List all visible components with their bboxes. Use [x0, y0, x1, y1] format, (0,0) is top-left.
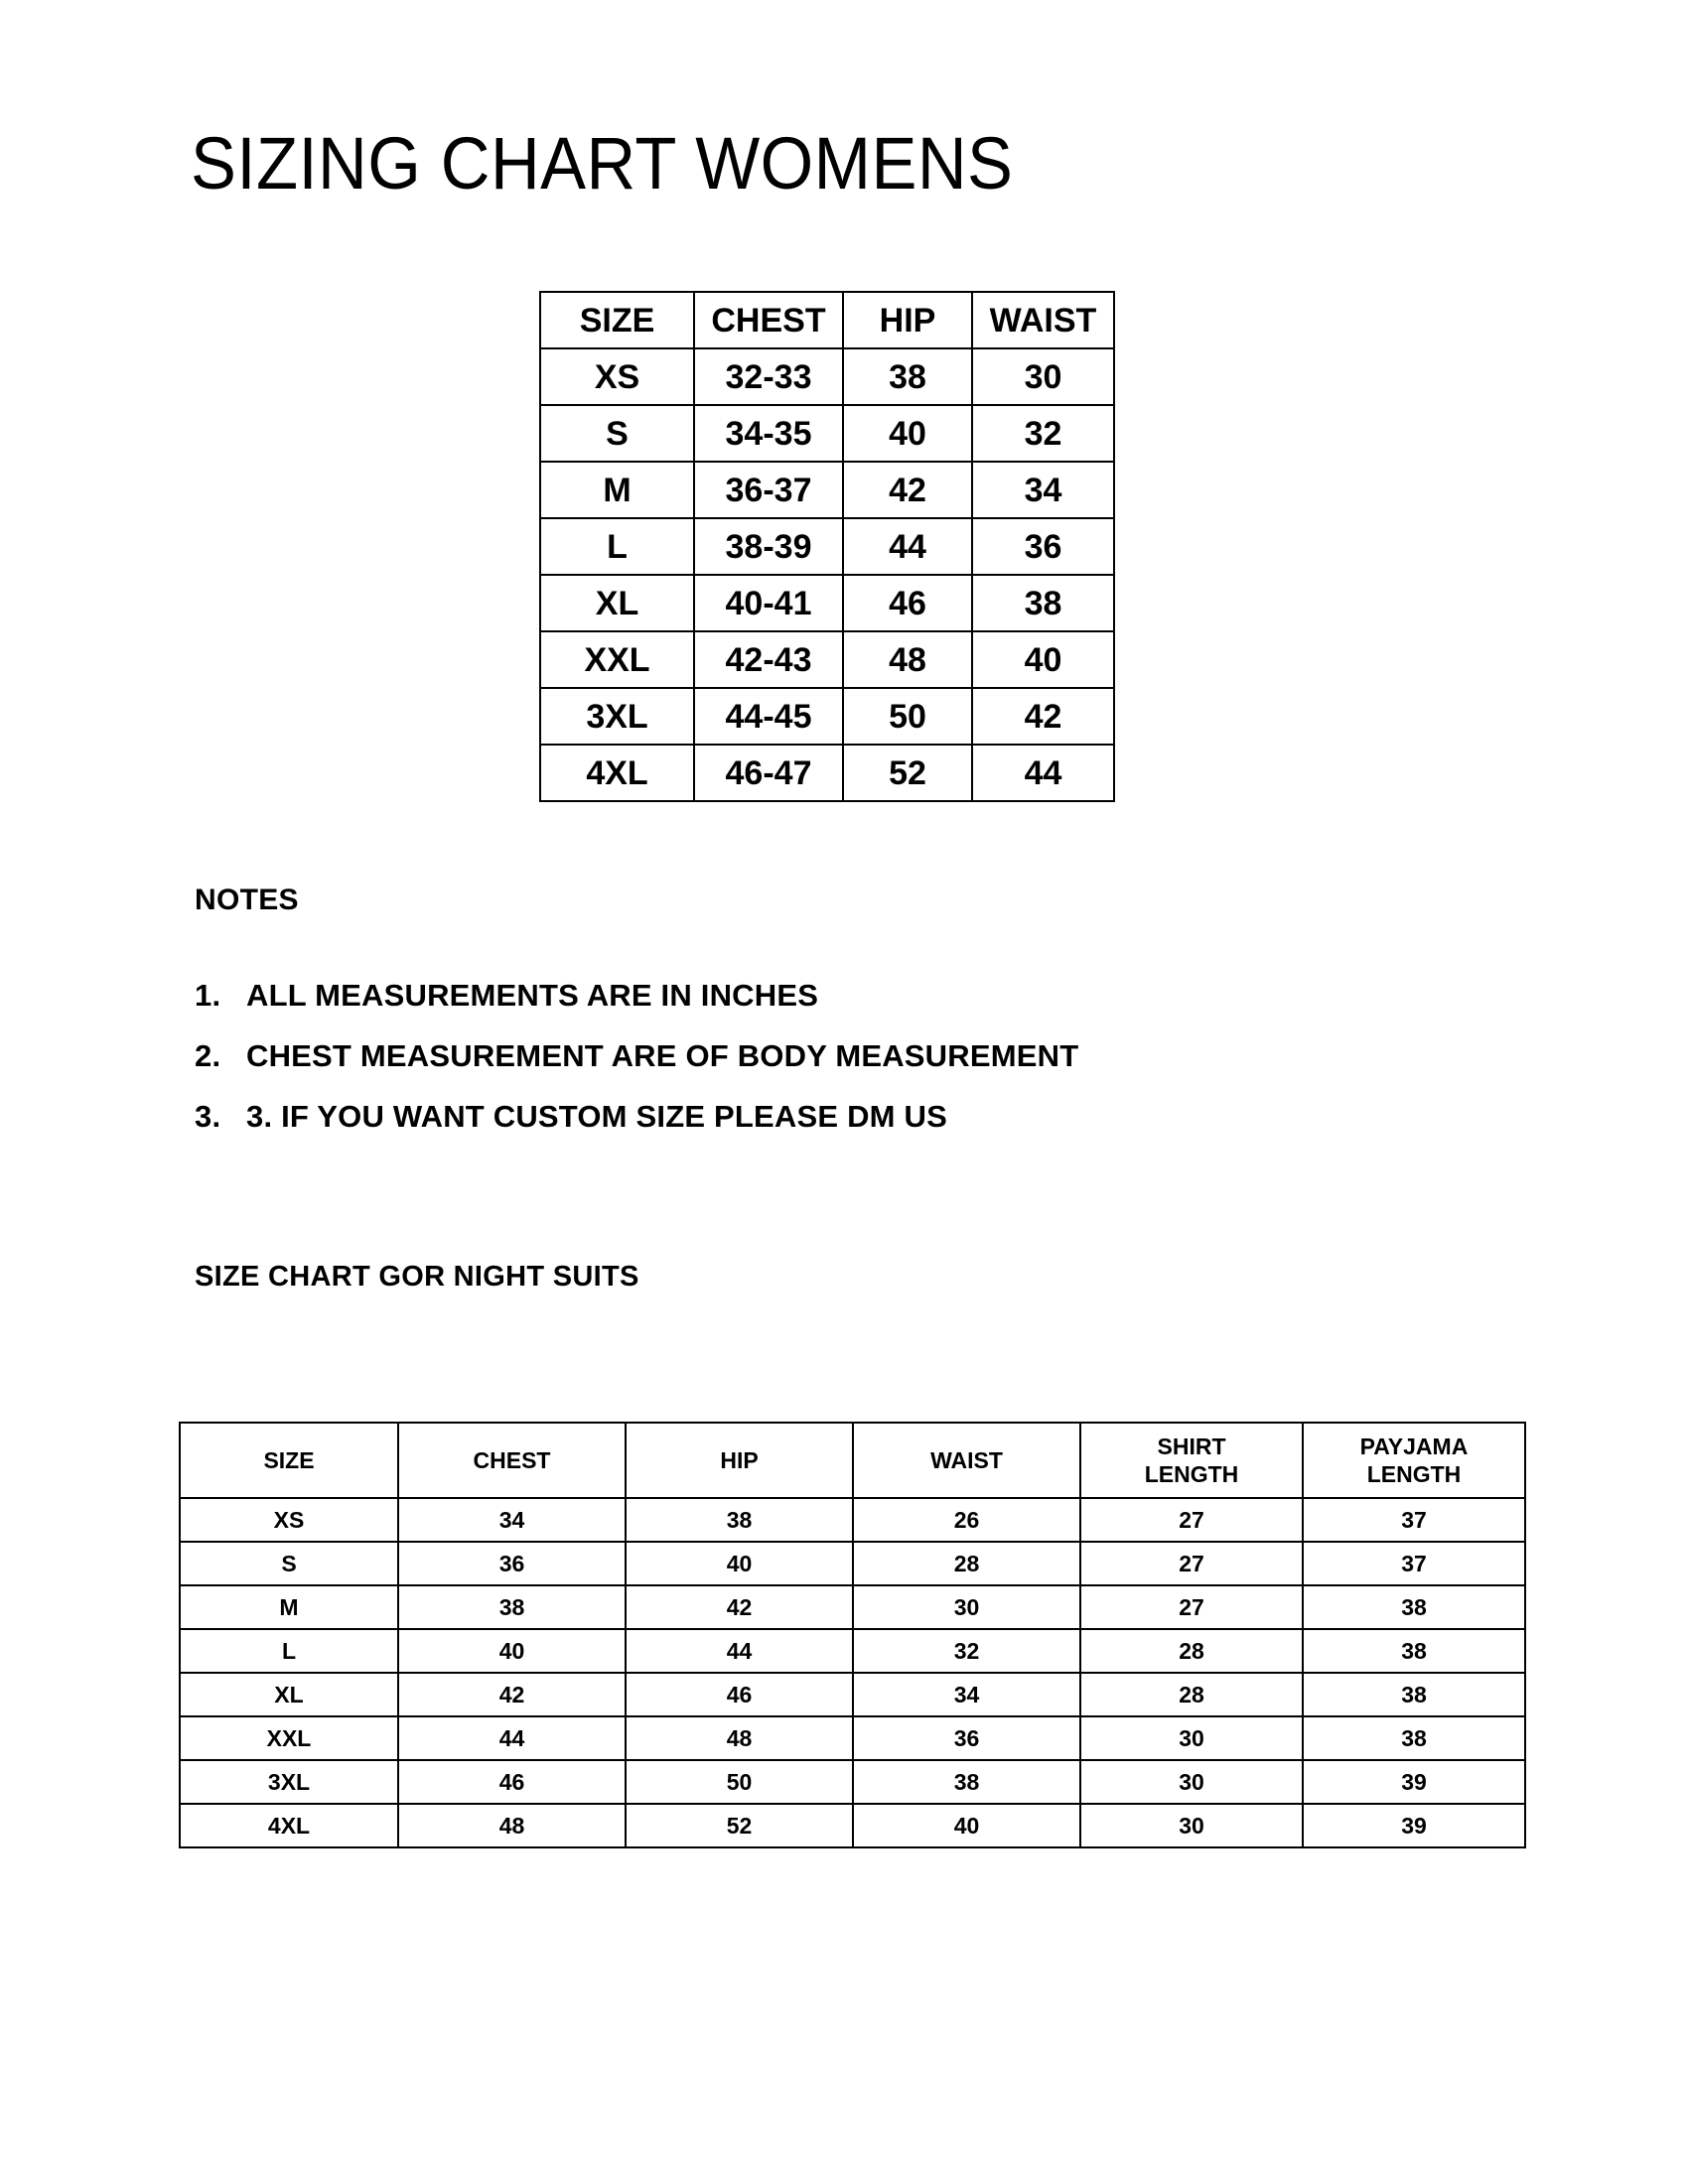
table-row — [540, 348, 1114, 405]
table-header-row — [180, 1423, 1525, 1498]
table-cell: 32 — [853, 1629, 1080, 1673]
night-suits-table-container — [179, 1422, 1526, 1848]
table-row — [540, 575, 1114, 631]
table-cell: 32 — [972, 405, 1114, 462]
table-cell: 32-33 — [694, 348, 843, 405]
table-cell: 38 — [843, 348, 972, 405]
table-cell: 30 — [1080, 1760, 1303, 1804]
night-suits-table-body — [180, 1423, 1525, 1847]
table-cell: 38 — [853, 1760, 1080, 1804]
night-suits-table — [179, 1422, 1526, 1848]
note-item — [195, 965, 1078, 1025]
table-cell: 36-37 — [694, 462, 843, 518]
table-cell: 37 — [1303, 1498, 1525, 1542]
table-cell: 28 — [1080, 1673, 1303, 1716]
column-header: WAIST — [972, 292, 1114, 348]
table-cell: 38 — [1303, 1673, 1525, 1716]
table-row — [180, 1542, 1525, 1585]
table-cell: 4XL — [180, 1804, 398, 1847]
table-cell: 39 — [1303, 1804, 1525, 1847]
table-cell: M — [540, 462, 694, 518]
note-text: ALL MEASUREMENTS ARE IN INCHES — [246, 978, 819, 1013]
table-cell: L — [180, 1629, 398, 1673]
table-cell: 40 — [843, 405, 972, 462]
table-cell: XS — [180, 1498, 398, 1542]
table-cell: 42 — [843, 462, 972, 518]
table-cell: 34 — [853, 1673, 1080, 1716]
table-cell: 37 — [1303, 1542, 1525, 1585]
note-number: 3. — [195, 1099, 221, 1134]
table-cell: 38 — [1303, 1629, 1525, 1673]
table-cell: 38 — [1303, 1716, 1525, 1760]
table-cell: 38 — [626, 1498, 853, 1542]
table-cell: 44 — [398, 1716, 626, 1760]
table-cell: 34 — [972, 462, 1114, 518]
table-cell: 28 — [853, 1542, 1080, 1585]
table-row — [540, 405, 1114, 462]
table-cell: 48 — [626, 1716, 853, 1760]
table-cell: XXL — [180, 1716, 398, 1760]
column-header-line: LENGTH — [1366, 1461, 1462, 1487]
table-cell: 27 — [1080, 1498, 1303, 1542]
table-cell: 38-39 — [694, 518, 843, 575]
notes-heading: NOTES — [195, 884, 299, 916]
column-header: HIP — [843, 292, 972, 348]
table-header-row — [540, 292, 1114, 348]
note-item — [195, 1025, 1078, 1086]
table-cell: 40 — [626, 1542, 853, 1585]
table-cell: 39 — [1303, 1760, 1525, 1804]
column-header — [1080, 1423, 1303, 1498]
table-cell: 44 — [843, 518, 972, 575]
column-header — [1303, 1423, 1525, 1498]
table-cell: 30 — [1080, 1804, 1303, 1847]
table-cell: 30 — [1080, 1716, 1303, 1760]
table-cell: 27 — [1080, 1542, 1303, 1585]
table-cell: 50 — [626, 1760, 853, 1804]
table-cell: 42-43 — [694, 631, 843, 688]
table-cell: 48 — [843, 631, 972, 688]
table-cell: 42 — [398, 1673, 626, 1716]
table-cell: S — [540, 405, 694, 462]
table-cell: 28 — [1080, 1629, 1303, 1673]
column-header: SIZE — [540, 292, 694, 348]
table-cell: 3XL — [540, 688, 694, 745]
table-cell: 40 — [972, 631, 1114, 688]
table-cell: 48 — [398, 1804, 626, 1847]
table-cell: 26 — [853, 1498, 1080, 1542]
table-row — [540, 745, 1114, 801]
notes-list — [195, 965, 1078, 1147]
column-header: CHEST — [694, 292, 843, 348]
table-cell: XS — [540, 348, 694, 405]
column-header-line: LENGTH — [1144, 1461, 1239, 1487]
table-row — [180, 1498, 1525, 1542]
table-cell: 44 — [972, 745, 1114, 801]
note-text: 3. IF YOU WANT CUSTOM SIZE PLEASE DM US — [246, 1099, 947, 1134]
table-cell: 34-35 — [694, 405, 843, 462]
womens-sizing-table — [539, 291, 1115, 802]
table-cell: 27 — [1080, 1585, 1303, 1629]
table-row — [540, 631, 1114, 688]
column-header-line: PAYJAMA — [1359, 1433, 1469, 1459]
table-cell: 52 — [843, 745, 972, 801]
table-cell: 46-47 — [694, 745, 843, 801]
table-row — [180, 1629, 1525, 1673]
night-suits-heading: SIZE CHART GOR NIGHT SUITS — [195, 1261, 639, 1293]
table-cell: 50 — [843, 688, 972, 745]
note-item — [195, 1086, 1078, 1147]
page-title: SIZING CHART WOMENS — [191, 122, 1014, 205]
table-cell: 42 — [972, 688, 1114, 745]
table-cell: 36 — [398, 1542, 626, 1585]
table-row — [180, 1585, 1525, 1629]
table-cell: 40 — [853, 1804, 1080, 1847]
table-cell: 38 — [972, 575, 1114, 631]
table-row — [180, 1760, 1525, 1804]
womens-sizing-table-container — [539, 291, 1115, 802]
table-row — [540, 518, 1114, 575]
table-cell: 3XL — [180, 1760, 398, 1804]
table-cell: 52 — [626, 1804, 853, 1847]
note-number: 2. — [195, 1038, 221, 1073]
table-cell: 42 — [626, 1585, 853, 1629]
table-cell: 44-45 — [694, 688, 843, 745]
table-cell: 40-41 — [694, 575, 843, 631]
table-cell: 38 — [398, 1585, 626, 1629]
table-cell: 46 — [626, 1673, 853, 1716]
table-cell: 30 — [853, 1585, 1080, 1629]
table-cell: L — [540, 518, 694, 575]
table-cell: 4XL — [540, 745, 694, 801]
table-cell: XXL — [540, 631, 694, 688]
table-cell: 30 — [972, 348, 1114, 405]
column-header: WAIST — [853, 1423, 1080, 1498]
table-row — [180, 1716, 1525, 1760]
table-row — [180, 1673, 1525, 1716]
note-text: CHEST MEASUREMENT ARE OF BODY MEASUREMENT — [246, 1038, 1079, 1073]
table-cell: XL — [540, 575, 694, 631]
womens-sizing-table-body — [540, 292, 1114, 801]
table-cell: 36 — [972, 518, 1114, 575]
table-cell: M — [180, 1585, 398, 1629]
table-cell: 36 — [853, 1716, 1080, 1760]
table-cell: 44 — [626, 1629, 853, 1673]
table-cell: 40 — [398, 1629, 626, 1673]
column-header-line: SHIRT — [1157, 1433, 1226, 1459]
table-cell: S — [180, 1542, 398, 1585]
column-header: HIP — [626, 1423, 853, 1498]
table-cell: 38 — [1303, 1585, 1525, 1629]
table-cell: 46 — [398, 1760, 626, 1804]
column-header: CHEST — [398, 1423, 626, 1498]
table-cell: XL — [180, 1673, 398, 1716]
table-row — [540, 688, 1114, 745]
table-cell: 46 — [843, 575, 972, 631]
table-cell: 34 — [398, 1498, 626, 1542]
table-row — [540, 462, 1114, 518]
column-header: SIZE — [180, 1423, 398, 1498]
table-row — [180, 1804, 1525, 1847]
note-number: 1. — [195, 978, 221, 1013]
